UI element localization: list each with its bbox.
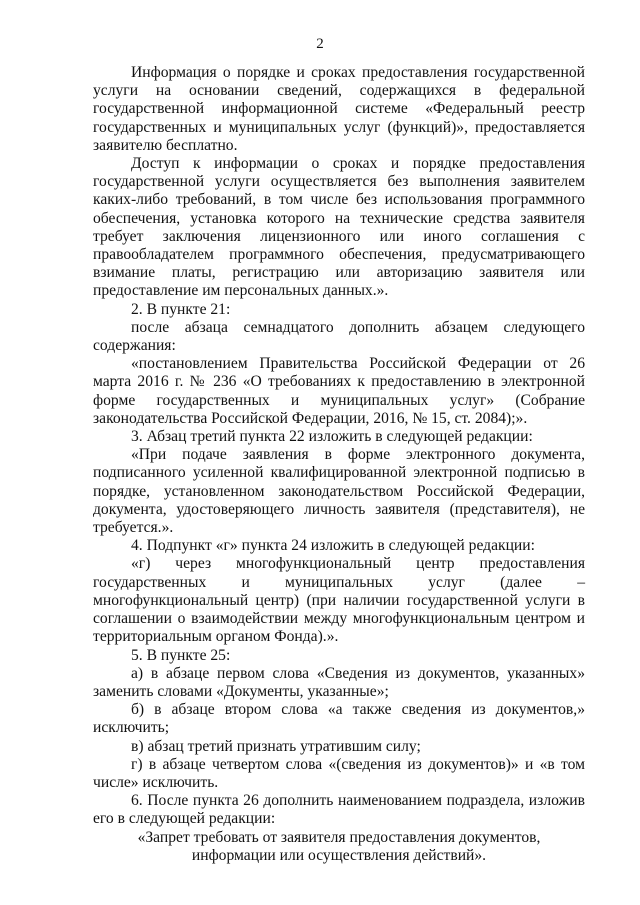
paragraph-item-5: 5. В пункте 25:	[131, 646, 231, 664]
paragraph-item-3: 3. Абзац третий пункта 22 изложить в следующей редакции:	[131, 428, 533, 446]
paragraph-item-5-b: б) в абзаце втором слова «а также сведения из документов,» исключить;	[93, 701, 585, 737]
paragraph-item-5-v: в) абзац третий признать утратившим силу;	[131, 737, 421, 755]
paragraph-item-5-g: г) в абзаце четвертом слова «(сведения из документов)» и «в том числе» исключить.	[93, 755, 585, 791]
paragraph-access-conditions: Доступ к информации о сроках и порядке предоставления государственной услуги осуществляется без выполнения заявителем каких-либо требований, в том числе без использования программного обеспечения, установка которого на технические средства заявителя требует заключения лицензионного или иного соглашения с правообладателем программного обеспечения, предусматривающего взимание платы, регистрацию или авторизацию заявителя или предоставление им персональных данных.».	[93, 155, 585, 300]
document-body	[93, 64, 585, 865]
paragraph-item-3-quote: «При подаче заявления в форме электронного документа, подписанного усиленной квалифицированной электронной подписью в порядке, установленном законодательством Российской Федерации, документа, удостоверяющего личность заявителя (представителя), не требуется.».	[93, 446, 585, 537]
paragraph-item-6: 6. После пункта 26 дополнить наименованием подраздела, изложив его в следующей редакции:	[93, 792, 585, 828]
paragraph-item-2: 2. В пункте 21:	[131, 300, 231, 318]
paragraph-item-4: 4. Подпункт «г» пункта 24 изложить в следующей редакции:	[131, 537, 535, 555]
subsection-heading: «Запрет требовать от заявителя предоставления документов, информации или осуществления действий».	[137, 828, 541, 864]
paragraph-item-4-quote: «г) через многофункциональный центр предоставления государственных и муниципальных услуг (далее – многофункциональный центр) (при наличии государственной услуги в соглашении о взаимодействии между многофункциональным центром и территориальным органом Фонда).».	[93, 555, 585, 646]
paragraph-item-5-a: а) в абзаце первом слова «Сведения из документов, указанных» заменить словами «Документы, указанные»;	[93, 664, 585, 700]
paragraph-info-free: Информация о порядке и сроках предоставления государственной услуги на основании сведений, содержащихся в федеральной государственной информационной системе «Федеральный реестр государственных и муниципальных услуг (функций)», предоставляется заявителю бесплатно.	[93, 64, 585, 154]
paragraph-item-2-quote: «постановлением Правительства Российской Федерации от 26 марта 2016 г. № 236 «О требованиях к предоставлению в электронной форме государственных и муниципальных услуг» (Собрание законодательства Российской Федерации, 2016, № 15, ст. 2084);».	[93, 355, 585, 427]
page-number: 2	[316, 36, 324, 52]
paragraph-item-2-text: после абзаца семнадцатого дополнить абзацем следующего содержания:	[93, 318, 585, 355]
